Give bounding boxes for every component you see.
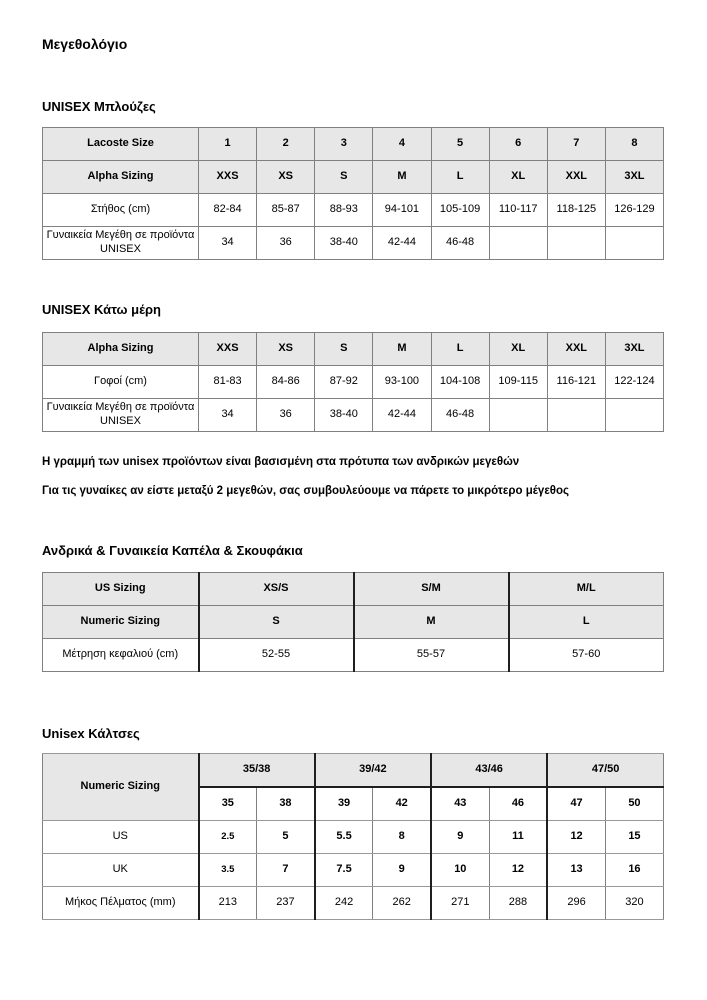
value-cell: 122-124	[605, 366, 663, 399]
value-cell: 7	[257, 854, 315, 887]
value-cell: M	[373, 333, 431, 366]
value-cell: 2.5	[199, 821, 257, 854]
row-label-cell: Στήθος (cm)	[43, 194, 199, 227]
size-cell: 50	[605, 787, 663, 821]
value-cell: 8	[373, 821, 431, 854]
value-cell	[547, 399, 605, 432]
row-label-cell: US Sizing	[43, 573, 199, 606]
note-line: Η γραμμή των unisex προϊόντων είναι βασισμένη στα πρότυπα των ανδρικών μεγεθών	[42, 456, 520, 468]
row-label-cell: Numeric Sizing	[43, 606, 199, 639]
socks-table	[42, 753, 664, 920]
value-cell: 12	[547, 821, 605, 854]
value-cell: 3XL	[605, 333, 663, 366]
value-cell: 3.5	[199, 854, 257, 887]
hats-table	[42, 572, 664, 672]
value-cell: 12	[489, 854, 547, 887]
table-row	[43, 161, 664, 194]
value-cell: 94-101	[373, 194, 431, 227]
section-heading-socks: Unisex Κάλτσες	[42, 726, 140, 741]
value-cell: M	[373, 161, 431, 194]
value-cell: L	[431, 161, 489, 194]
value-cell: XXL	[547, 161, 605, 194]
size-group-cell: 43/46	[431, 754, 547, 788]
unisex-bottoms-table	[42, 332, 664, 432]
table-row	[43, 194, 664, 227]
value-cell: 104-108	[431, 366, 489, 399]
table-row	[43, 887, 664, 920]
size-group-cell: 39/42	[315, 754, 431, 788]
value-cell: 5.5	[315, 821, 373, 854]
value-cell: 1	[199, 128, 257, 161]
value-cell	[605, 399, 663, 432]
value-cell: 4	[373, 128, 431, 161]
value-cell: 88-93	[315, 194, 373, 227]
value-cell: S	[315, 333, 373, 366]
value-cell: 5	[257, 821, 315, 854]
value-cell: 5	[431, 128, 489, 161]
value-cell: 288	[489, 887, 547, 920]
value-cell: 55-57	[354, 639, 509, 672]
section-heading-unisex-bottoms: UNISEX Κάτω μέρη	[42, 302, 161, 317]
value-cell: 9	[431, 821, 489, 854]
value-cell: 34	[199, 399, 257, 432]
value-cell: 36	[257, 227, 315, 260]
size-cell: 39	[315, 787, 373, 821]
value-cell: 116-121	[547, 366, 605, 399]
row-label-cell: Μήκος Πέλματος (mm)	[43, 887, 199, 920]
value-cell: 81-83	[199, 366, 257, 399]
value-cell: 105-109	[431, 194, 489, 227]
value-cell: XXS	[199, 161, 257, 194]
table-row	[43, 639, 664, 672]
value-cell: 11	[489, 821, 547, 854]
table-row	[43, 366, 664, 399]
size-cell: 42	[373, 787, 431, 821]
value-cell: 16	[605, 854, 663, 887]
value-cell: 6	[489, 128, 547, 161]
row-label-cell: Μέτρηση κεφαλιού (cm)	[43, 639, 199, 672]
value-cell: 42-44	[373, 227, 431, 260]
value-cell: 10	[431, 854, 489, 887]
page-title: Μεγεθολόγιο	[42, 36, 128, 52]
value-cell: 85-87	[257, 194, 315, 227]
section-heading-unisex-tops: UNISEX Μπλούζες	[42, 99, 156, 114]
size-group-cell: 47/50	[547, 754, 663, 788]
value-cell: 110-117	[489, 194, 547, 227]
table-row	[43, 821, 664, 854]
row-label-cell: US	[43, 821, 199, 854]
row-label-cell: Γοφοί (cm)	[43, 366, 199, 399]
row-label-cell: Alpha Sizing	[43, 333, 199, 366]
value-cell: XS	[257, 333, 315, 366]
value-cell: 34	[199, 227, 257, 260]
value-cell: 242	[315, 887, 373, 920]
value-cell: XXL	[547, 333, 605, 366]
value-cell: 42-44	[373, 399, 431, 432]
table-row	[43, 128, 664, 161]
size-group-cell: 35/38	[199, 754, 315, 788]
value-cell: M/L	[509, 573, 664, 606]
table-row	[43, 573, 664, 606]
value-cell: 87-92	[315, 366, 373, 399]
table-row	[43, 754, 664, 788]
value-cell: 57-60	[509, 639, 664, 672]
value-cell	[489, 227, 547, 260]
size-cell: 47	[547, 787, 605, 821]
value-cell: S/M	[354, 573, 509, 606]
table-row	[43, 606, 664, 639]
value-cell: 36	[257, 399, 315, 432]
value-cell: XXS	[199, 333, 257, 366]
value-cell: 2	[257, 128, 315, 161]
value-cell: 93-100	[373, 366, 431, 399]
value-cell: S	[199, 606, 354, 639]
value-cell	[605, 227, 663, 260]
value-cell: 118-125	[547, 194, 605, 227]
value-cell: 271	[431, 887, 489, 920]
value-cell: 7.5	[315, 854, 373, 887]
value-cell: 126-129	[605, 194, 663, 227]
size-cell: 43	[431, 787, 489, 821]
value-cell: 38-40	[315, 227, 373, 260]
row-label-cell: Alpha Sizing	[43, 161, 199, 194]
value-cell: 109-115	[489, 366, 547, 399]
value-cell: 82-84	[199, 194, 257, 227]
value-cell: 213	[199, 887, 257, 920]
table-row	[43, 854, 664, 887]
value-cell: XS/S	[199, 573, 354, 606]
value-cell: 13	[547, 854, 605, 887]
value-cell: XL	[489, 161, 547, 194]
table-row	[43, 227, 664, 260]
unisex-tops-table	[42, 127, 664, 260]
value-cell: XS	[257, 161, 315, 194]
value-cell: 46-48	[431, 399, 489, 432]
value-cell: 262	[373, 887, 431, 920]
notes-block	[42, 456, 664, 497]
value-cell: 8	[605, 128, 663, 161]
value-cell: 237	[257, 887, 315, 920]
value-cell: 320	[605, 887, 663, 920]
value-cell: 9	[373, 854, 431, 887]
size-cell: 46	[489, 787, 547, 821]
table-row	[43, 333, 664, 366]
section-heading-hats: Ανδρικά & Γυναικεία Καπέλα & Σκουφάκια	[42, 543, 303, 558]
row-label-cell: Γυναικεία Μεγέθη σε προϊόντα UNISEX	[43, 227, 199, 260]
corner-label-cell: Numeric Sizing	[43, 754, 199, 821]
value-cell: 46-48	[431, 227, 489, 260]
value-cell: M	[354, 606, 509, 639]
value-cell: 3XL	[605, 161, 663, 194]
value-cell: L	[509, 606, 664, 639]
value-cell	[547, 227, 605, 260]
value-cell: S	[315, 161, 373, 194]
value-cell: 296	[547, 887, 605, 920]
row-label-cell: Γυναικεία Μεγέθη σε προϊόντα UNISEX	[43, 399, 199, 432]
value-cell: 84-86	[257, 366, 315, 399]
value-cell: 15	[605, 821, 663, 854]
row-label-cell: UK	[43, 854, 199, 887]
note-line: Για τις γυναίκες αν είστε μεταξύ 2 μεγεθών, σας συμβουλεύουμε να πάρετε το μικρότερο μέγεθος	[42, 485, 569, 497]
size-cell: 38	[257, 787, 315, 821]
value-cell	[489, 399, 547, 432]
value-cell: L	[431, 333, 489, 366]
size-cell: 35	[199, 787, 257, 821]
value-cell: 52-55	[199, 639, 354, 672]
value-cell: 7	[547, 128, 605, 161]
value-cell: 3	[315, 128, 373, 161]
row-label-cell: Lacoste Size	[43, 128, 199, 161]
value-cell: XL	[489, 333, 547, 366]
value-cell: 38-40	[315, 399, 373, 432]
table-row	[43, 399, 664, 432]
